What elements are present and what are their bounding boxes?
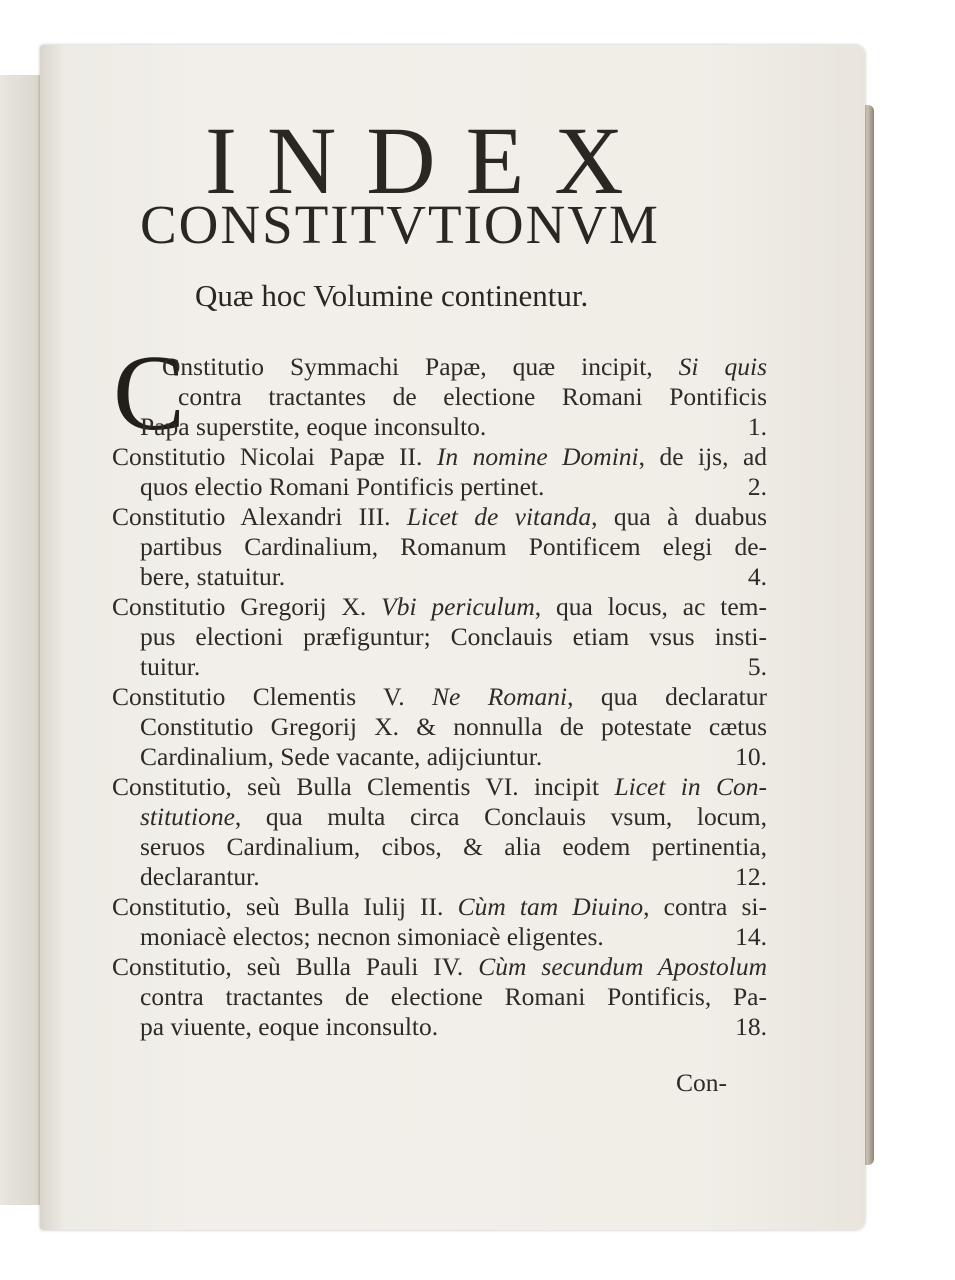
entry-line [112,772,767,802]
entry-line [112,502,767,532]
entry-line [112,682,767,712]
entry-line [112,892,767,922]
index-entries [112,352,767,1042]
index-entry [112,682,767,772]
incipit-text: stitutione [140,802,235,831]
index-entry [112,892,767,952]
entry-text: bere, statuitur. [140,562,286,591]
entry-text: Cardinalium, Sede vacante, adijciuntur. [140,742,543,771]
entry-line [162,352,767,382]
entry-text: , de ijs, ad [638,442,767,471]
entry-text: Constitutio, seù Bulla Clementis VI. incipit [112,772,615,801]
page-number: 18. [735,1012,767,1041]
entry-text: Onstitutio Symmachi Papæ, quæ incipit, [162,352,679,381]
entry-text: , qua locus, ac tem- [534,592,767,621]
entry-text: seruos Cardinalium, cibos, & alia eodem pertinentia, [140,832,767,861]
entry-text: partibus Cardinalium, Romanum Pontificem elegi de- [140,532,767,561]
incipit-text: Licet de vitanda [406,502,592,531]
incipit-text: Vbi periculum [381,592,535,621]
index-entry [112,502,767,592]
index-entry [112,952,767,1042]
entry-line [140,862,767,892]
entry-text: , qua declaratur [567,682,767,711]
incipit-text: Licet in Con- [614,772,767,801]
entry-line [140,472,767,502]
entry-line [112,952,767,982]
page-number: 14. [735,922,767,951]
entry-text: Constitutio Alexandri III. [112,502,407,531]
incipit-text: Ne Romani [432,682,568,711]
entry-line [140,742,767,772]
entry-text: Constitutio Gregorij X. & nonnulla de potestate cætus [140,712,767,741]
page-number: 12. [735,862,767,891]
entry-line [140,982,767,1012]
entry-line [140,652,767,682]
page-number: 1. [747,412,767,441]
entry-line [140,832,767,862]
entry-line [178,382,767,412]
incipit-text: Cùm tam Diuino [457,892,644,921]
index-entry [112,772,767,892]
entry-text: , qua multa circa Conclauis vsum, locum, [234,802,767,831]
entry-line [140,802,767,832]
entry-text: Constitutio Nicolai Papæ II. [112,442,437,471]
entry-text: quos electio Romani Pontificis pertinet. [140,472,545,501]
index-entry [112,442,767,502]
entry-text: tuitur. [140,652,201,681]
entry-text: contra tractantes de electione Romani Pontificis, Pa- [140,982,767,1011]
incipit-text: In nomine Domini [436,442,639,471]
entry-text: pus electioni præfiguntur; Conclauis etiam vsus insti- [140,622,767,651]
incipit-text: Cùm secundum Apostolum [478,952,767,981]
entry-text: Papa superstite, eoque inconsulto. [140,412,487,441]
incipit-text: Si quis [678,352,767,381]
drop-cap: C [113,334,186,453]
entry-line [140,532,767,562]
entry-line [112,592,767,622]
entry-text: pa viuente, eoque inconsulto. [140,1012,439,1041]
entry-text: contra tractantes de electione Romani Pontificis [178,382,767,411]
entry-text: Constitutio, seù Bulla Pauli IV. [112,952,479,981]
catchword: Con- [676,1068,727,1097]
entry-line [140,922,767,952]
entry-text: moniacè electos; necnon simoniacè eligentes. [140,922,604,951]
entry-text: declarantur. [140,862,260,891]
entry-line [140,412,767,442]
entry-text: Constitutio Gregorij X. [112,592,382,621]
entry-line [140,712,767,742]
page-title: INDEX [205,107,654,214]
page-number: 2. [747,472,767,501]
entry-text: Constitutio Clementis V. [112,682,433,711]
entry-text: , contra si- [643,892,767,921]
page-number: 10. [735,742,767,771]
entry-text: , qua à duabus [591,502,767,531]
entry-line [140,622,767,652]
entry-line [112,442,767,472]
entry-line [140,1012,767,1042]
page-number: 4. [747,562,767,591]
page-subtitle: CONSTITVTIONVM [140,194,660,255]
page-number: 5. [747,652,767,681]
entry-line [140,562,767,592]
index-entry [112,592,767,682]
entry-text: Constitutio, seù Bulla Iulij II. [112,892,458,921]
page-caption: Quæ hoc Volumine continentur. [195,278,589,313]
index-entry [112,352,767,442]
